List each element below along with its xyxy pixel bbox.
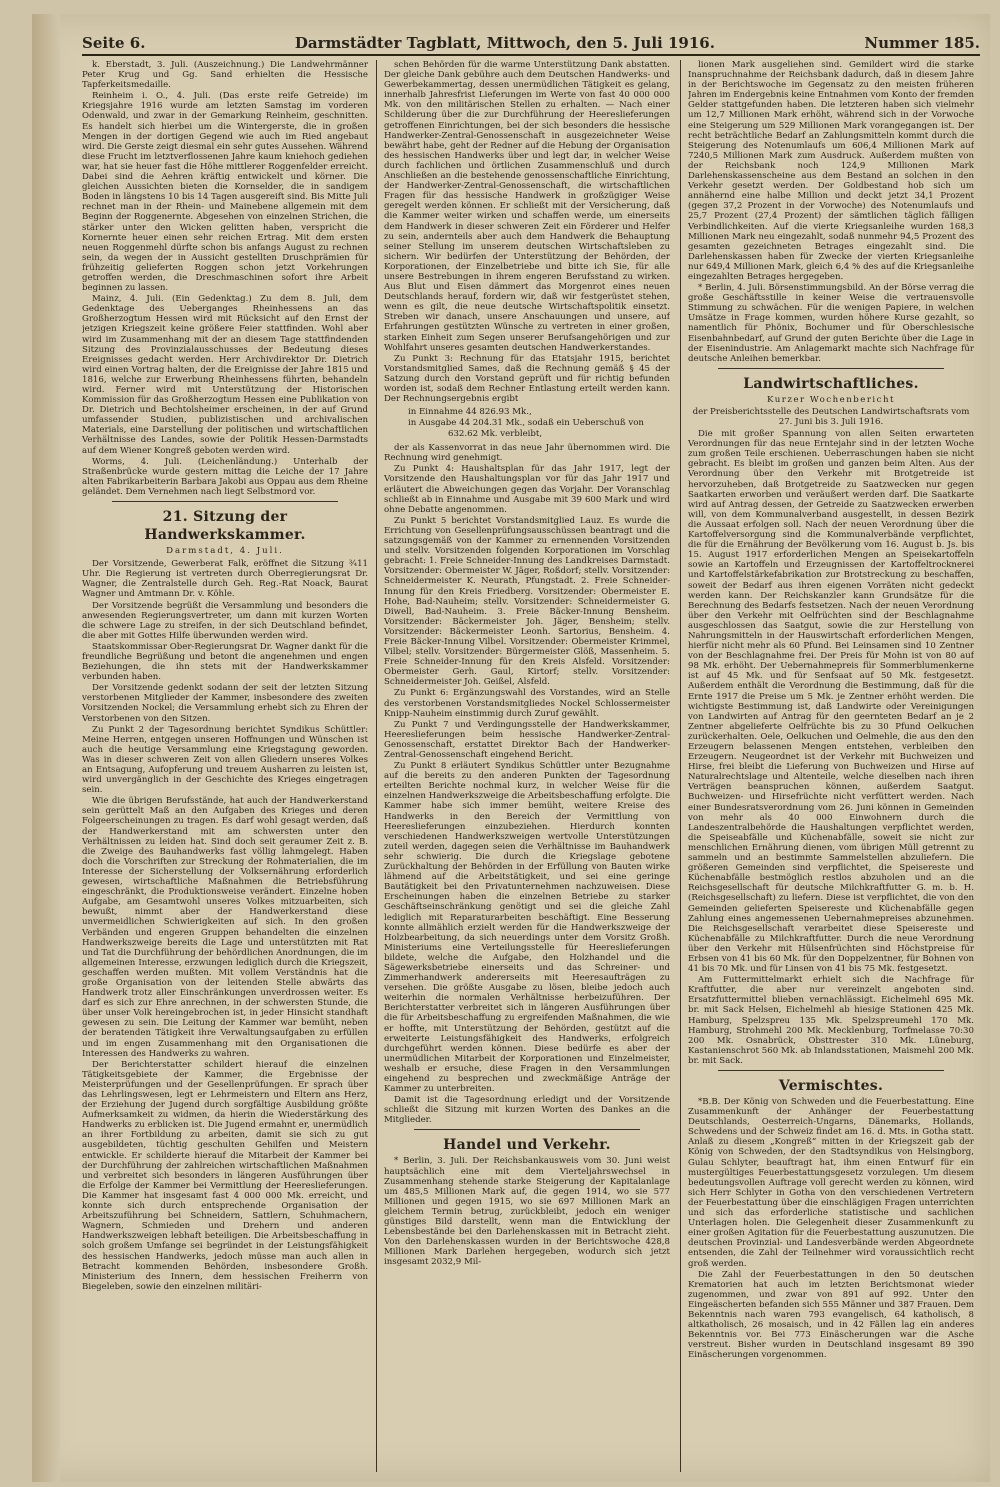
column-rule	[376, 60, 377, 1472]
section-heading: Vermischtes.	[778, 1078, 884, 1094]
article-paragraph: Zu Punkt 7 und Verdingungsstelle der Handwerkskammer, Heereslieferungen beim hessische Handwerker-Zentral-Genossenschaft, erstattet Direktor Bach der Handwerker-Zentral-Genossenschaft eingehend Bericht.	[384, 719, 670, 760]
article-paragraph: der als Kassenvorrat in das neue Jahr übernommen wird. Die Rechnung wird genehmigt.	[384, 443, 670, 464]
page-header	[82, 26, 980, 56]
article-paragraph: Zu Punkt 3: Rechnung für das Etatsjahr 1915, berichtet Vorstandsmitglied Sames, daß die Rechnung gemäß § 45 der Satzung durch den Vorstand geprüft und für richtig befunden worden ist, sodaß dem Rechner Entlastung erteilt werden kann. Der Rechnungsergebnis ergibt	[384, 353, 670, 405]
section-heading: 21. Sitzung der Handwerkskammer.	[144, 509, 306, 544]
article-paragraph: Die Zahl der Feuerbestattungen in den 50 deutschen Krematorien hat auch im letzten Berichtsmonat wieder zugenommen, und zwar von 891 auf 992. Unter den Eingeäscherten befanden sich 555 Männer und 387 Frauen. Dem Bekenntnis nach waren 793 evangelisch, 64 katholisch, 8 altkatholisch, 26 mosaisch, und in 42 Fällen lag ein anderes Bekenntnis vor. Bei 773 Einäscherungen war die Asche verstreut. Bisher wurden in Deutschland insgesamt 89 390 Einäscherungen vorgenommen.	[688, 1269, 974, 1361]
article-paragraph: Die mit großer Spannung von allen Seiten erwarteten Verordnungen für das neue Erntejahr sind in der letzten Woche zum großen Teile erschienen. Ueberraschungen haben sie nicht gebracht. Es bleibt im großen und ganzen beim Alten. Aus der Verordnung über den Verkehr mit Brotgetreide ist hervorzuheben, daß Brotgetreide zu Saatzwecken nur gegen Saatkarten erworben und veräußert werden darf. Die Saatkarte wird auf Antrag dessen, der Getreide zu Saatzwecken erwerben will, von dem Kommunalverband ausgestellt, in dessen Bezirk die Aussaat erfolgen soll. Nach der neuen Verordnung über die Kartoffelversorgung sind die Kommunalverbände verpflichtet, die für die Ernährung der Bevölkerung vom 16. August b. Js. bis 15. August 1917 erforderlichen Mengen an Speisekartoffeln sowie an Kartoffeln und Erzeugnissen der Kartoffeltrocknerei und Kartoffelstärkefabrikation zur Brotstreckung zu beschaffen, soweit der Bedarf aus ihren eigenen Vorräten nicht gedeckt werden kann. Der Reichskanzler kann Grundsätze für die Berechnung des Bedarfs festsetzen. Nach der neuen Verordnung über den Verkehr mit Oelfrüchten sind der Beschlagnahme ausgeschlossen das Saatgut, sowie die zur Herstellung von Nahrungsmitteln in der Hauswirtschaft erforderlichen Mengen, hierfür nicht mehr als 60 Pfund. Bei Leinsamen sind 10 Zentner von der Beschlagnahme frei. Der Preis für Mohn ist von 80 auf 98 Mk. erhöht. Der Uebernahmepreis für Sommerblumenkerne ist auf 45 Mk. und für Senfsaat auf 50 Mk. festgesetzt. Außerdem enthält die Verordnung die Bestimmung, daß für die Ernte 1917 die Preise um 5 Mk. je Zentner erhöht werden. Die wichtigste Bestimmung ist, daß Landwirte oder Vereinigungen von Landwirten auf Antrag für den geernteten Bedarf an je 2 Zentner abgelieferte Oelfrüchte bis zu 30 Pfund Oelkuchen zurückerhalten. Oele, Oelkuchen und Oelmehle, die aus den den Erzeugern belassenen Mengen entstehen, verbleiben den Erzeugern. Neugeordnet ist der Verkehr mit Buchweizen und Hirse, frei bleibt die Lieferung von Buchweizen und Hirse auf Naturalrechtslage und Altenteile, welche dieselben nach ihren Verträgen beanspruchen können, außerdem Saatgut. Buchweizen- und Hirsefrüchte nicht verfüttert werden. Nach einer Bundesratsverordnung vom 26. Juni können in Gemeinden von mehr als 40 000 Einwohnern durch die Landeszentralbehörde die Haushaltungen verpflichtet werden, die Speiseabfälle und Küchenabfälle, soweit sie nicht zur menschlichen Ernährung dienen, vom übrigen Müll getrennt zu sammeln und an bestimmte Sammelstellen abzuliefern. Die größeren Gemeinden sind verpflichtet, die Speisereste und Küchenabfälle bestmöglich restlos abzuholen und an die Reichsgesellschaft für deutsche Milchkraftfutter G. m. b. H. (Reichsgesellschaft) zu liefern. Diese ist verpflichtet, die von den Gemeinden gelieferten Speisereste und Küchenabfälle gegen Zahlung eines angemessenen Uebernahmepreises abzunehmen. Die Reichsgesellschaft verarbeitet diese Speisereste und Küchenabfälle zu Milchkraftfutter. Durch die neue Verordnung über den Verkehr mit Hülsenfrüchten sind Höchstpreise für Erbsen von 41 bis 60 Mk. für den Doppelzentner, für Bohnen von 41 bis 70 Mk. und für Linsen von 41 bis 75 Mk. festgesetzt.	[688, 429, 974, 975]
page-number: Seite 6.	[82, 34, 146, 52]
article-paragraph: Zu Punkt 6: Ergänzungswahl des Vorstandes, wird an Stelle des verstorbenen Vorstandsmitgliedes Nockel Schlossermeister Knipp-Nauheim einstimmig durch Zuruf gewählt.	[384, 688, 670, 719]
column-2	[384, 60, 670, 1472]
report-title: Kurzer Wochenbericht	[767, 394, 895, 405]
article-paragraph: *B.B. Der König von Schweden und die Feuerbestattung. Eine Zusammenkunft der Anhänger der Feuerbestattung Deutschlands, Oesterreich-Ungarns, Dänemarks, Hollands, Schwedens und der Schweiz findet am 16. d. Mts. in Gotha statt. Anlaß zu diesem „Kongreß“ mitten in der Kriegszeit gab der König von Schweden, der den Stadtsyndikus von Helsingborg, Gulau Schlyter, beauftragt hat, ihm einen Entwurf für ein mustergültiges Feuerbestattungsgesetz vorzulegen. Um diesem bedeutungsvollen Auftrage voll gerecht werden zu können, wird sich Herr Schlyter in Gotha von den verschiedenen Vertretern der Feuerbestattung über die einschlägigen Fragen unterrichten und sich das erforderliche statistische und sachlichen Unterlagen holen. Die Gelegenheit dieser Zusammenkunft zu einer großen Agitation für die Feuerbestattung auszunutzen. Die deutschen Provinzial- und Landesverbände werden Abgeordnete entsenden, die Zahl der Teilnehmer wird voraussichtlich recht groß werden.	[688, 1097, 974, 1269]
column-3	[688, 60, 974, 1472]
newspaper-page	[32, 14, 990, 1482]
article-paragraph: * Berlin, 4. Juli. Börsenstimmungsbild. An der Börse verrag die große Geschäftsstille in keiner Weise die vertrauensvolle Stimmung zu schwächen. Für die wenigen Papiere, in welchen Umsätze in Frage kommen, wurden höhere Kurse gezahlt, so namentlich für Phönix, Bochumer und für Oberschlesische Eisenbahnbedarf, auf Grund der guten Berichte über die Lage in der Eisenindustrie. Am Anlagemarkt machte sich Nachfrage für deutsche Anleihen bemerkbar.	[688, 283, 974, 364]
article-paragraph: Zu Punkt 2 der Tagesordnung berichtet Syndikus Schüttler: Meine Herren, entgegen unseren Hoffnungen und Wünschen ist auch die heutige Versammlung eine Kriegstagung geworden. Was in dieser schweren Zeit von allen Gliedern unseres Volkes an Entsagung, Aufopferung und treuem Ausharren zu leisten ist, wird unvergänglich in der Geschichte des Krieges eingetragen sein.	[82, 724, 368, 796]
accounts-summary	[408, 407, 670, 440]
article-paragraph: Worms, 4. Juli. (Leichenländung.) Unterhalb der Straßenbrücke wurde gestern mittag die Leiche der 17 Jahre alten Fabrikarbeiterin Barbara Jakobi aus Oppau aus dem Rheine geländet. Dem Vernehmen nach liegt Selbstmord vor.	[82, 456, 368, 497]
section-divider	[112, 501, 338, 502]
article-paragraph: Staatskommissar Ober-Regierungsrat Dr. Wagner dankt für die freundliche Begrüßung und betont die angenehmen und engen Beziehungen, die ihn stets mit der Handwerkskammer verbunden haben.	[82, 641, 368, 683]
expense-line: in Ausgabe 44 204.31 Mk., sodaß ein Ueberschuß von	[408, 418, 644, 429]
article-paragraph: k. Eberstadt, 3. Juli. (Auszeichnung.) Die Landwehrmänner Peter Krug und Gg. Sand erhielten die Hessische Tapferkeitsmedaille.	[82, 60, 368, 91]
page-binding	[32, 14, 60, 1482]
article-paragraph: Mainz, 4. Juli. (Ein Gedenktag.) Zu dem 8. Juli, dem Gedenktage des Ueberganges Rheinhessens an das Großherzogtum Hessen wird mit Rücksicht auf den Ernst der jetzigen Kriegszeit keine größere Feier stattfinden. Wohl aber wird im Zusammenhang mit der an diesem Tage stattfindenden Sitzung des Provinzialausschusses der Bedeutung dieses Ereignisses gedacht werden. Herr Archivdirektor Dr. Dietrich wird einen Vortrag halten, der die Ereignisse der Jahre 1815 und 1816, welche zur Erwerbung Rheinhessens führten, behandeln wird. Ferner wird mit Unterstützung der Historischen Kommission für das Großherzogtum Hessen eine Publikation von Dr. Dietrich und Bechtolsheimer erscheinen, in der auf Grund umfassender Studien, publizistischen und archivalischen Materials, eine Darstellung der politischen und wirtschaftlichen Verhältnisse des Landes, sowie der Politik Hessen-Darmstadts auf dem Wiener Kongreß geboten werden wird.	[82, 294, 368, 456]
section-divider	[414, 1129, 640, 1130]
section-heading: Landwirtschaftliches.	[743, 375, 919, 392]
article-paragraph: Zu Punkt 4: Haushaltsplan für das Jahr 1917, legt der Vorsitzende den Haushaltungsplan vor für das Jahr 1917 und erläutert die Abweichungen gegen das Vorjahr. Der Voranschlag schließt ab in Einnahme und Ausgabe mit 39 600 Mark und wird ohne Debatte angenommen.	[384, 464, 670, 515]
masthead-line: Darmstädter Tagblatt, Mittwoch, den 5. Juli 1916.	[294, 34, 715, 52]
section-divider	[718, 368, 944, 369]
column-rule	[680, 60, 681, 1472]
income-line: in Einnahme 44 826.93 Mk.,	[408, 407, 532, 418]
article-paragraph: Reinheim i. O., 4. Juli. (Das erste reife Getreide) im Kriegsjahre 1916 wurde am letzten Samstag im vorderen Odenwald, und zwar in der Gemarkung Reinheim, geschnitten. Es handelt sich hierbei um die Wintergerste, die in großen Mengen in der dortigen Gegend wie auch im Ried angebaut wird. Die Gerste zeigt diesmal ein sehr gutes Aussehen. Während diese Frucht im letztverflossenen Jahre kaum kniehoch gediehen war, hat sie heuer fast die Höhe mittlerer Roggenfelder erreicht. Dabei sind die Aehren kräftig entwickelt und körner. Die gleichen Aussichten bieten die Kornselder, die in sandigem Boden in längstens 10 bis 14 Tagen ausgereift sind. Bis Mitte Juli rechnet man in der Rhein- und Mainebene allgemein mit dem Beginn der Roggenernte. Abgesehen von einzelnen Strichen, die stärker unter den Wicken gelitten haben, verspricht die Kornernte heuer einen sehr reichen Ertrag. Mit dem ersten neuen Roggenmehl dürfte schon bis anfangs August zu rechnen sein, da wegen der in Aussicht gestellten Druschprämien für frühzeitig gelieferten Roggen schon jetzt Vorkehrungen getroffen werden, die Dreschmaschinen sofort ihre Arbeit beginnen zu lassen.	[82, 91, 368, 294]
article-paragraph: lionen Mark ausgeliehen sind. Gemildert wird die starke Inanspruchnahme der Reichsbank dadurch, daß in diesem Jahre in der Berichtswoche im Gegensatz zu den meisten früheren Jahren im Endergebnis keine Entnahmen vom Konto der fremden Gelder stattgefunden haben. Die letzteren haben sich vielmehr um 12,7 Millionen Mark erhöht, während sich in der Vorwoche eine Steigerung um 529 Millionen Mark vorangegangen ist. Der recht beträchtliche Bedarf an Zahlungsmitteln kommt durch die Steigerung des Notenumlaufs um 606,4 Millionen Mark auf 7240,5 Millionen Mark zum Ausdruck. Außerdem mußten von der Reichsbank noch 124,9 Millionen Mark Darlehenskassenscheine aus dem Bestand an solchen in den Verkehr gesetzt werden. Der Goldbestand hob sich um annähernd eine halbe Million und deckt jetzt 34,1 Prozent (gegen 37,2 Prozent in der Vorwoche) des Notenumlaufs und 25,7 Prozent (27,4 Prozent) der sämtlichen täglich fälligen Verbindlichkeiten. Auf die vierte Kriegsanleihe wurden 168,3 Millionen Mark neu eingezahlt, sodaß nunmehr 94,5 Prozent des gesamten gezeichneten Betrages eingezahlt sind. Die Darlehenskassen haben für Zwecke der vierten Kriegsanleihe nur 649,4 Millionen Mark, gleich 6,4 % des auf die Kriegsanleihe eingezahlten Betrages hergegeben.	[688, 60, 974, 282]
surplus-line: 632.62 Mk. verbleibt,	[448, 429, 543, 440]
article-paragraph: Wie die übrigen Berufsstände, hat auch der Handwerkerstand sein gerüttelt Maß an den Aufgaben des Krieges und deren Folgeerscheinungen zu tragen. Es darf wohl gesagt werden, daß der Handwerkerstand mit am schwersten unter den Verhältnissen zu leiden hat. Sind doch seit geraumer Zeit z. B. die Zweige des Bauhandwerks fast völlig lahmgelegt. Haben doch die Vorschriften zur Streckung der Rohmaterialien, die im Interesse der Sicherstellung der Volksernährung erforderlich gewesen, wirtschaftliche Maßnahmen die Betriebsführung eingeschränkt, die Produktionsweise verändert. Einzelne hoben Aufgabe, am Gesamtwohl unseres Volkes mitzuarbeiten, sich bewußt, nimmt aber der Handwerkerstand diese unvermeidlichen Schwierigkeiten auf sich. In den großen Verbänden und engeren Gruppen behandelten die einzelnen Handwerkszweige bereits die Lage und unterstützten mit Rat und Tat die Durchführung der behördlichen Anordnungen, die im allgemeinen Interesse, erzwungen lediglich durch die Kriegszeit, geschaffen werden mußten. Mit vollem Verständnis hat die große Organisation von der leitenden Stelle abwärts das Handwerk trotz aller Einschränkungen unverdrossen weiter. Es darf es sich zur Ehre anrechnen, in der schwersten Stunde, die über unser Volk hereingebrochen ist, in jeder Hinsicht standhaft gewesen zu sein. Die Leitung der Kammer war bemüht, neben der beratenden Tätigkeit ihre Verwaltungsaufgaben zu erfüllen und im engen Zusammenhang mit den Organisationen die Interessen des Handwerks zu wahren.	[82, 796, 368, 1059]
article-paragraph: Damit ist die Tagesordnung erledigt und der Vorsitzende schließt die Sitzung mit kurzen Worten des Dankes an die Mitglieder.	[384, 1095, 670, 1126]
article-paragraph: Zu Punkt 5 berichtet Vorstandsmitglied Lauz. Es wurde die Errichtung von Gesellenprüfungsausschüssen beantragt und die satzungsgemäß von der Kammer zu ernennenden Vorsitzenden und stellv. Vorsitzenden folgenden Korporationen im Vorschlag gebracht: 1. Freie Schneider-Innung des Landkreises Darmstadt. Vorsitzender: Obermeister W. Jäger, Roßdorf; stellv. Vorsitzender: Schneidermeister K. Neurath, Pfungstadt. 2. Freie Schneider-Innung für den Kreis Friedberg. Vorsitzender: Obermeister E. Hohe, Bad-Nauheim; stellv. Vorsitzender: Schneidermeister G. Diwell, Bad-Nauheim. 3. Freie Bäcker-Innung Bensheim. Vorsitzender: Bäckermeister Joh. Jäger, Bensheim; stellv. Vorsitzender: Bäckermeister Leonh. Sartorius, Bensheim. 4. Freie Bäcker-Innung Vilbel. Vorsitzender: Obermeister Krimmel, Vilbel; stellv. Vorsitzender: Bürgermeister Glöß, Massenheim. 5. Freie Schneider-Innung für den Kreis Alsfeld. Vorsitzender: Obermeister Gerh. Gaul, Kirtorf; stellv. Vorsitzender: Schneidermeister Joh. Geißel, Alsfeld.	[384, 515, 670, 688]
article-paragraph: Zu Punkt 8 erläutert Syndikus Schüttler unter Bezugnahme auf die bereits zu den anderen Punkten der Tagesordnung erteilten Berichte nochmal kurz, in welcher Weise für die einzelnen Handwerkszweige die Arbeitsbeschaffung erfolgte. Die Kammer habe sich immer bemüht, weitere Kreise des Handwerks in den Bereich der Vermittlung von Heereslieferungen einzubeziehen. Hierdurch konnten verschiedenen Handwerkszweigen wertvolle Unterstützungen zuteil werden, dagegen seien die Verhältnisse im Bauhandwerk sehr schwierig. Die durch die Kriegslage gebotene Zurückhaltung der Behörden in der Erfüllung von Bauten wirke lähmend auf die Arbeitstätigkeit, und sei eine geringe Bautätigkeit bei den Privatunternehmen nachzuweisen. Diese Erscheinungen haben die einzelnen Betriebe zu starker Geschäftseinschränkung genötigt und sei die gleiche Zahl lediglich mit Reparaturarbeiten beschäftigt. Eine Besserung konnte allmählich erzielt werden für die Handwerkszweige der Holzbearbeitung, da sich neuerdings unter dem Vorsitz Großh. Ministeriums eine Verteilungsstelle für Heereslieferungen bildete, welche die Aufgabe, den Holzhandel und die Sägewerksbetriebe einerseits und das Schreiner- und Zimmerhandwerk andererseits mit Heeresaufträgen zu versehen. Die größte Ausgabe zu lösen, bleibe jedoch auch weiterhin die normalen Verhältnisse herbeizuführen. Der Berichterstatter verbreitet sich in längeren Ausführungen über die für Arbeitsbeschaffung zu ergreifenden Maßnahmen, die wie er hoffte, mit Unterstützung der Behörden, gestützt auf die erweiterte Leistungsfähigkeit des Handwerks, erfolgreich durchgeführt werden können. Diese bedürfe es aber der unermüdlichen Mitarbeit der Korporationen und Einzelmeister, weshalb er ersuche, diese Fragen in den Versammlungen eingehend zu besprechen und zweckmäßige Anträge der Kammer zu unterbreiten.	[384, 761, 670, 1095]
article-paragraph: * Berlin, 3. Juli. Der Reichsbankausweis vom 30. Juni weist hauptsächlich eine mit dem Vierteljahrswechsel in Zusammenhang stehende starke Steigerung der Kapitalanlage um 485,5 Millionen Mark auf, die gegen 1914, wo sie 577 Millionen und gegen 1915, wo sie 697 Millionen Mark an gleichem Termin betrug, zurückbleibt, jedoch ein weniger günstiges Bild darstellt, wenn man die Entwicklung der Lebensbestände bei den Darlehenskassen mit in Betracht zieht. Von den Darlehenskassen wurden in der Berichtswoche 428,8 Millionen Mark Darlehen hergegeben, wodurch sich jetzt insgesamt 2032,9 Mil-	[384, 1156, 670, 1268]
dateline: Darmstadt, 4. Juli.	[166, 546, 284, 557]
article-paragraph: Der Vorsitzende gedenkt sodann der seit der letzten Sitzung verstorbenen Mitglieder der Kammer, insbesondere des zweiten Vorsitzenden Nockel; die Versammlung erhebt sich zu Ehren der Verstorbenen von den Sitzen.	[82, 683, 368, 724]
article-paragraph: Der Berichterstatter schildert hierauf die einzelnen Tätigkeitsgebiete der Kammer, die Ergebnisse der Meisterprüfungen und der Gesellenprüfungen. Er sprach über das Lehrlingswesen, legt er Lehrmeistern und Eltern ans Herz, der Erziehung der Jugend durch sorgfältige Ausbildung größte Aufmerksamkeit zu widmen, da hierin die Wiederstärkung des Handwerks zu erblicken ist. Die Jugend ermahnt er, unermüdlich an ihrer Fortbildung zu arbeiten, damit sie sich zu gut ausgebildeten, tüchtig geschulten Gehilfen und Meistern entwickle. Er schilderte hierauf die Mitarbeit der Kammer bei der Durchführung der zahlreichen wirtschaftlichen Maßnahmen und verbreitet sich besonders in längeren Ausführungen über die Erfolge der Kammer bei Vermittlung der Heereslieferungen. Die Kammer hat insgesamt fast 4 000 000 Mk. erreicht, und konnte sich durch entsprechende Organisation der Arbeitszuführung bei Schneidern, Sattlern, Schuhmachern, Wagnern, Schmieden und Drehern und anderen Handwerkszweigen lebhaft beteiligen. Die Arbeitsbeschaffung in solch großem Umfange sei begründet in der Leistungsfähigkeit des hessischen Handwerks, jedoch müsse man auch allen in Betracht kommenden Behörden, insbesondere Großh. Ministerium des Innern, dem hessischen Freiherrn von Biegeleben, sowie den einzelnen militäri-	[82, 1059, 368, 1292]
section-divider	[718, 1070, 944, 1071]
issue-number: Nummer 185.	[864, 34, 980, 52]
report-subtitle: der Preisberichtsstelle des Deutschen Landwirtschaftsrats vom 27. Juni bis 3. Juli 1916.	[692, 406, 970, 427]
article-paragraph: Der Vorsitzende begrüßt die Versammlung und besonders die anwesenden Regierungsvertreter, um dann mit kurzen Worten die schwere Lage zu streifen, in der sich Deutschland befindet, die aber mit Gottes Hilfe überwunden werden wird.	[82, 600, 368, 641]
article-paragraph: schen Behörden für die warme Unterstützung Dank abstatten. Der gleiche Dank gebühre auch dem Deutschen Handwerks- und Gewerbekammertag, dessen unermüdlichen Tätigkeit es gelang, innerhalb Jahresfrist Lieferungen im Werte von fast 40 000 000 Mk. von den militärischen Stellen zu erhalten. — Nach einer Schilderung über die zur Durchführung der Heereslieferungen getroffenen Einrichtungen, bei der sich besonders die hessische Handwerker-Zentral-Genossenschaft in ausgezeichneter Weise bewährt habe, geht der Redner auf die Hebung der Organisation des hessischen Handwerks über und legt dar, in welcher Weise durch fachlichen und örtlichen Zusammenschluß und durch Anschließen an die bestehende genossenschaftliche Einrichtung, der Handwerker-Zentral-Genossenschaft, die wirtschaftlichen Fragen für das hessische Handwerk in großzügiger Weise geregelt werden können. Er schließt mit der Versicherung, daß die Kammer weiter wirken und schaffen werde, um einerseits dem Handwerk in dieser schweren Zeit ein Förderer und Helfer zu sein, andernteils aber auch dem Handwerk die Behauptung seiner Stellung im unserem deutschen Wirtschaftsleben zu sichern. Wir bedürfen der Unterstützung der Behörden, der Korporationen, der Einzelbetriebe und bitte ich Sie, für alle unsere Bestrebungen in ihrem engeren Berufsstand zu wirken. Aus Blut und Eisen dämmert das Morgenrot eines neuen Deutschlands herauf, fordern wir, daß wir festgerüstet stehen, wenn es gilt, die neue deutsche Wirtschaftspolitik einsetzt. Streben wir danach, unsere Anschauungen und unsere, auf Erfahrungen gestützten Wünsche zu vertreten in einer großen, starken Einheit zum Segen unserer Berufsangehörigen und zur Wohlfahrt unseres gesamten deutschen Handwerkerstandes.	[384, 60, 670, 353]
article-paragraph: Der Vorsitzende, Gewerberat Falk, eröffnet die Sitzung ¾11 Uhr. Die Regierung ist vertreten durch Oberregierungsrat Dr. Wagner, die Zentralstelle durch Geh. Reg.-Rat Noack, Baurat Wagner und Amtmann Dr. v. Köhle.	[82, 559, 368, 600]
section-heading: Handel und Verkehr.	[443, 1137, 611, 1154]
article-paragraph: Am Futtermittelmarkt erhielt sich die Nachfrage für Kraftfutter, die aber nur vereinzelt angeboten sind. Ersatzfuttermittel blieben vernachlässigt. Eichelmehl 695 Mk. br. mit Sack Helsen, Eichelmehl ab hiesige Stationen 425 Mk. Hamburg, Spelzspreu 135 Mk. Spelzspreumehl 170 Mk. Hamburg, Strohmehl 200 Mk. Mecklenburg, Torfmelasse 70:30 200 Mk. Osnabrück, Obsttrester 310 Mk. Lüneburg, Kastanienschrot 560 Mk. ab Inlandsstationen, Maismehl 200 Mk. br. mit Sack.	[688, 975, 974, 1066]
column-1	[82, 60, 368, 1472]
